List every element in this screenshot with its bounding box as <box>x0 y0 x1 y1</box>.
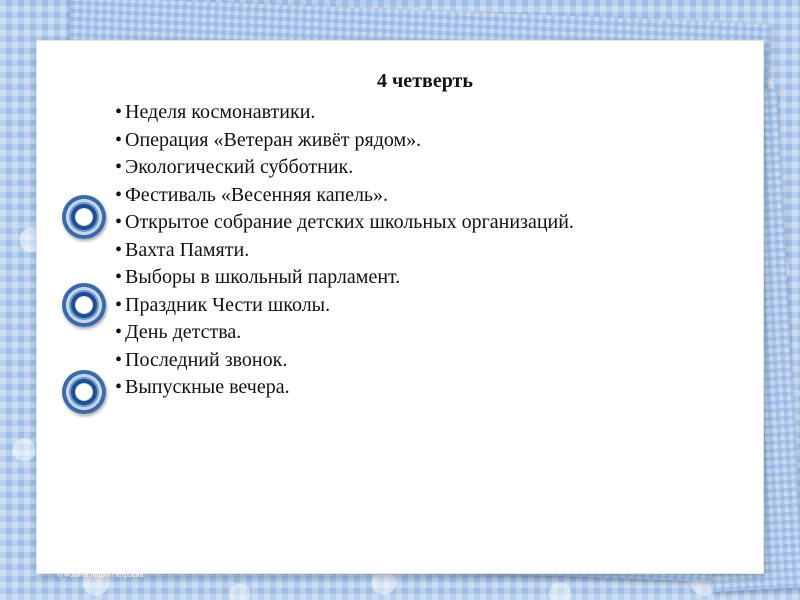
bullet-icon: • <box>115 183 123 206</box>
author-credit: © Фокина Лидия Петровна <box>57 572 144 579</box>
binder-ring-icon <box>62 283 106 327</box>
list-item <box>115 237 574 265</box>
list-item-text: Фестиваль «Весенняя капель». <box>125 183 389 206</box>
list-item <box>115 347 574 375</box>
list-item <box>115 292 574 320</box>
slide-card <box>37 41 763 573</box>
bullet-icon: • <box>115 101 123 123</box>
list-item-text: Выпускные вечера. <box>125 376 290 398</box>
list-item-text: Праздник Чести школы. <box>125 293 331 316</box>
bullet-icon: • <box>115 321 123 343</box>
bullet-icon: • <box>115 348 123 371</box>
bullet-icon: • <box>115 156 123 178</box>
list-item <box>115 127 574 155</box>
list-item-text: Вахта Памяти. <box>125 238 250 261</box>
binder-ring-icon <box>62 370 106 414</box>
event-list <box>115 99 574 402</box>
list-item-text: Последний звонок. <box>125 348 288 371</box>
bullet-icon: • <box>115 293 123 316</box>
list-item <box>115 154 574 182</box>
bullet-icon: • <box>115 128 123 151</box>
list-item-text: Неделя космонавтики. <box>125 101 316 123</box>
list-item <box>115 209 574 237</box>
list-item-text: Открытое собрание детских школьных организаций. <box>125 211 574 233</box>
bullet-icon: • <box>115 238 123 261</box>
list-item <box>115 264 574 292</box>
list-item <box>115 319 574 347</box>
list-item-text: Выборы в школьный парламент. <box>125 266 401 288</box>
binder-ring-icon <box>62 195 106 239</box>
bullet-icon: • <box>115 266 123 288</box>
list-item <box>115 374 574 402</box>
list-item-text: Экологический субботник. <box>125 156 354 178</box>
slide-title: 4 четверть <box>377 70 473 92</box>
list-item <box>115 99 574 127</box>
bullet-icon: • <box>115 211 123 233</box>
list-item-text: Операция «Ветеран живёт рядом». <box>125 128 422 151</box>
list-item-text: День детства. <box>125 321 242 343</box>
bullet-icon: • <box>115 376 123 398</box>
list-item <box>115 182 574 210</box>
